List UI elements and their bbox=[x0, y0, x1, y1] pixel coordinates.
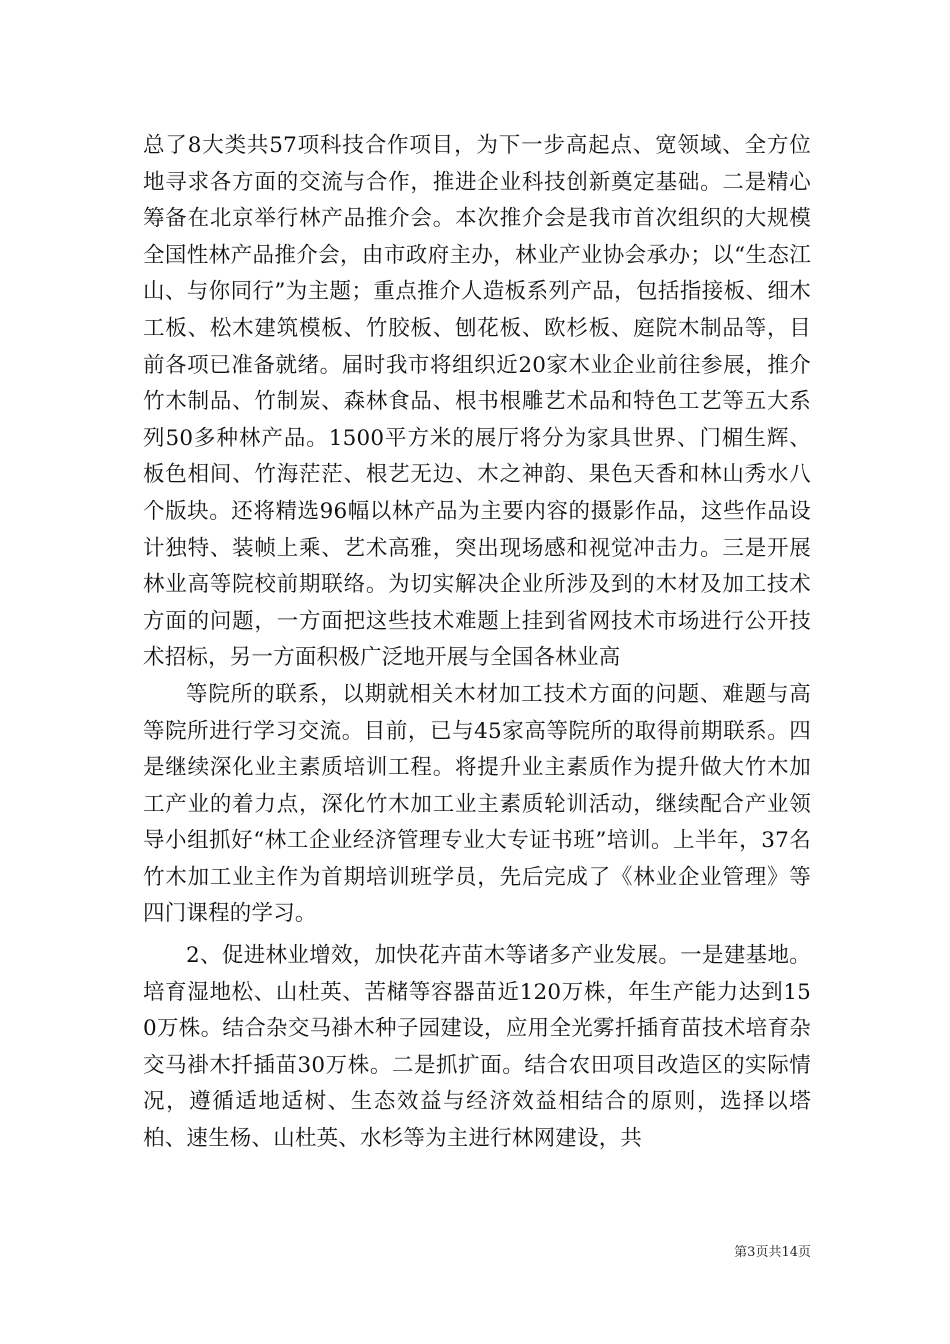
paragraph-3: 2、促进林业增效，加快花卉苗木等诸多产业发展。一是建基地。培育湿地松、山杜英、苦槠等容器苗近120万株，年生产能力达到150万株。结合杂交马褂木种子园建设，应用全光雾扦插育苗技术培育杂交马褂木扦插苗30万株。二是抓扩面。结合农田项目改造区的实际情况，遵循适地适树、生态效益与经济效益相结合的原则，选择以塔柏、速生杨、山杜英、水杉等为主进行林网建设，共 bbox=[143, 943, 811, 1152]
paragraph-1: 总了8大类共57项科技合作项目，为下一步高起点、宽领域、全方位地寻求各方面的交流与合作，推进企业科技创新奠定基础。二是精心筹备在北京举行林产品推介会。本次推介会是我市首次组织的大规模全国性林产品推介会，由市政府主办，林业产业协会承办；以“生态江山、与你同行”为主题；重点推介人造板系列产品，包括指接板、细木工板、松木建筑模板、竹胶板、刨花板、欧杉板、庭院木制品等，目前各项已准备就绪。届时我市将组织近20家木业企业前往参展，推介竹木制品、竹制炭、森林食品、根书根雕艺术品和特色工艺等五大系列50多种林产品。1500平方米的展厅将分为家具世界、门楣生辉、板色相间、竹海茫茫、根艺无边、木之神韵、果色天香和林山秀水八个版块。还将精选96幅以林产品为主要内容的摄影作品，这些作品设计独特、装帧上乘、艺术高雅，突出现场感和视觉冲击力。三是开展林业高等院校前期联络。为切实解决企业所涉及到的木材及加工技术方面的问题，一方面把这些技术难题上挂到省网技术市场进行公开技术招标，另一方面积极广泛地开展与全国各林业高 bbox=[143, 133, 811, 671]
paragraph-2: 等院所的联系，以期就相关木材加工技术方面的问题、难题与高等院所进行学习交流。目前，已与45家高等院所的取得前期联系。四是继续深化业主素质培训工程。将提升业主素质作为提升做大竹木加工产业的着力点，深化竹木加工业主素质轮训活动，继续配合产业领导小组抓好“林工企业经济管理专业大专证书班”培训。上半年，37名竹木加工业主作为首期培训班学员，先后完成了《林业企业管理》等四门课程的学习。 bbox=[143, 681, 811, 927]
document-body bbox=[143, 128, 811, 1158]
page-number: 第3页共14页 bbox=[734, 1245, 811, 1260]
